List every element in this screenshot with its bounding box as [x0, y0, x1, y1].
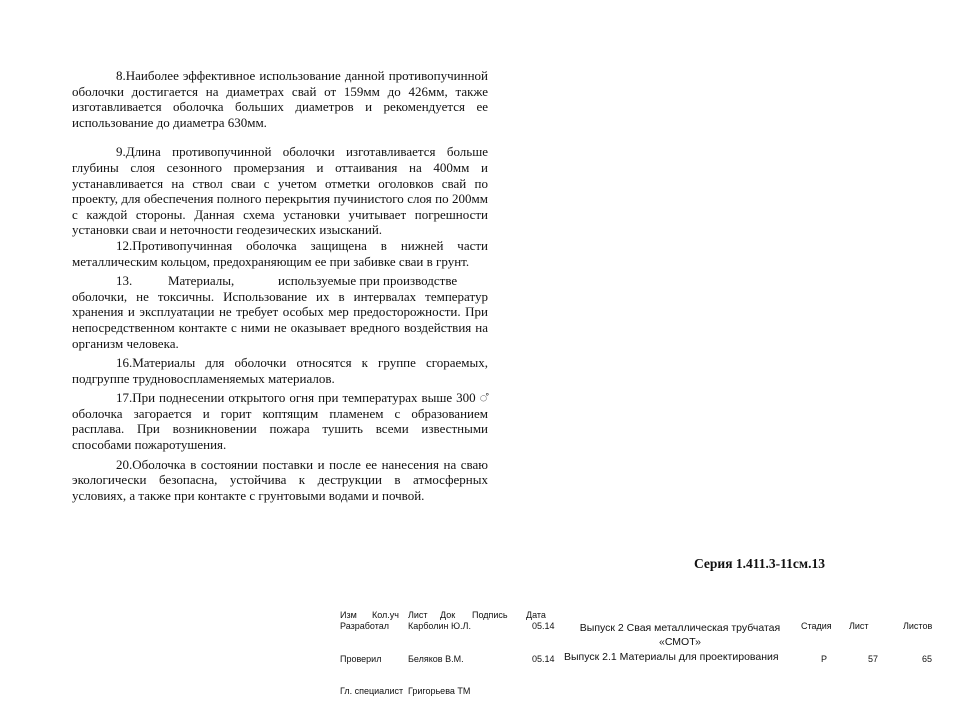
sheet-label: Лист	[849, 621, 869, 631]
document-body	[72, 68, 488, 503]
row-role: Разработал	[340, 621, 389, 631]
row-date: 05.14	[532, 621, 555, 631]
sheets-label: Листов	[903, 621, 933, 631]
paragraph-9: 9.Длина противопучинной оболочки изготавливается больше глубины слоя сезонного промерзания и оттаивания на 400мм и устанавливается на ствол сваи с учетом отметки оголовков свай по проекту, для обеспечения полного перекрытия пучинистого слоя по 200мм с каждой стороны. Данная схема установки учитывает погрешности установки сваи и неточности геодезических изысканий.	[72, 144, 488, 238]
title-block	[336, 607, 940, 720]
header-podpis: Подпись	[472, 610, 508, 620]
header-data: Дата	[526, 610, 546, 620]
stage-value: Р	[821, 654, 828, 664]
paragraph-17: 17.При поднесении открытого огня при температурах выше 300 ◌̊ оболочка загорается и горит коптящим пламенем с образованием расплава. При возникновении пожара тушить всеми известными способами пожаротушения.	[72, 390, 488, 453]
header-dok: Док	[440, 610, 456, 620]
paragraph-13-lead: используемые при производстве	[278, 273, 458, 289]
document-subtitle: Выпуск 2.1 Материалы для проектирования	[564, 651, 779, 663]
paragraph-13-number: 13.	[116, 273, 133, 289]
sheet-value: 57	[868, 654, 879, 664]
document-title: Выпуск 2 Свая металлическая трубчатая «СМОТ»	[579, 622, 781, 648]
header-izm: Изм	[340, 610, 357, 620]
paragraph-8: 8.Наиболее эффективное использование данной противопучинной оболочки достигается на диаметрах свай от 159мм до 426мм, также изготавливается оболочка больших диаметров и рекомендуется ее использование до диаметра 630мм.	[72, 68, 488, 130]
stage-label: Стадия	[801, 621, 832, 631]
paragraph-16: 16.Материалы для оболочки относятся к группе сгораемых, подгруппе трудновоспламеняемых материалов.	[72, 355, 488, 386]
row-role: Проверил	[340, 654, 382, 664]
paragraph-20: 20.Оболочка в состоянии поставки и после ее нанесения на сваю экологически безопасна, устойчива к деструкции в атмосферных условиях, а также при контакте с грунтовыми водами и почвой.	[72, 456, 488, 503]
paragraph-13-text: оболочки, не токсичны. Использование их в интервалах температур хранения и эксплуатации не требует особых мер предосторожности. При непосредственном контакте с ними не оказывает вредного воздействия на организм человека.	[72, 288, 488, 351]
row-date: 05.14	[532, 654, 555, 664]
paragraph-12: 12.Противопучинная оболочка защищена в нижней части металлическим кольцом, предохраняющим ее при забивке сваи в грунт.	[72, 237, 488, 269]
row-name: Карболин Ю.Л.	[408, 621, 471, 631]
series-code: Серия 1.411.3-11см.13	[694, 556, 825, 571]
paragraph-13-word: Материалы,	[168, 273, 235, 289]
paragraph-13	[72, 273, 488, 351]
row-name: Беляков В.М.	[408, 654, 464, 664]
row-name: Григорьева ТМ	[408, 686, 471, 696]
header-list: Лист	[408, 610, 428, 620]
header-kol-uch: Кол.уч	[372, 610, 399, 620]
row-role: Гл. специалист	[340, 686, 404, 696]
sheets-value: 65	[922, 654, 933, 664]
